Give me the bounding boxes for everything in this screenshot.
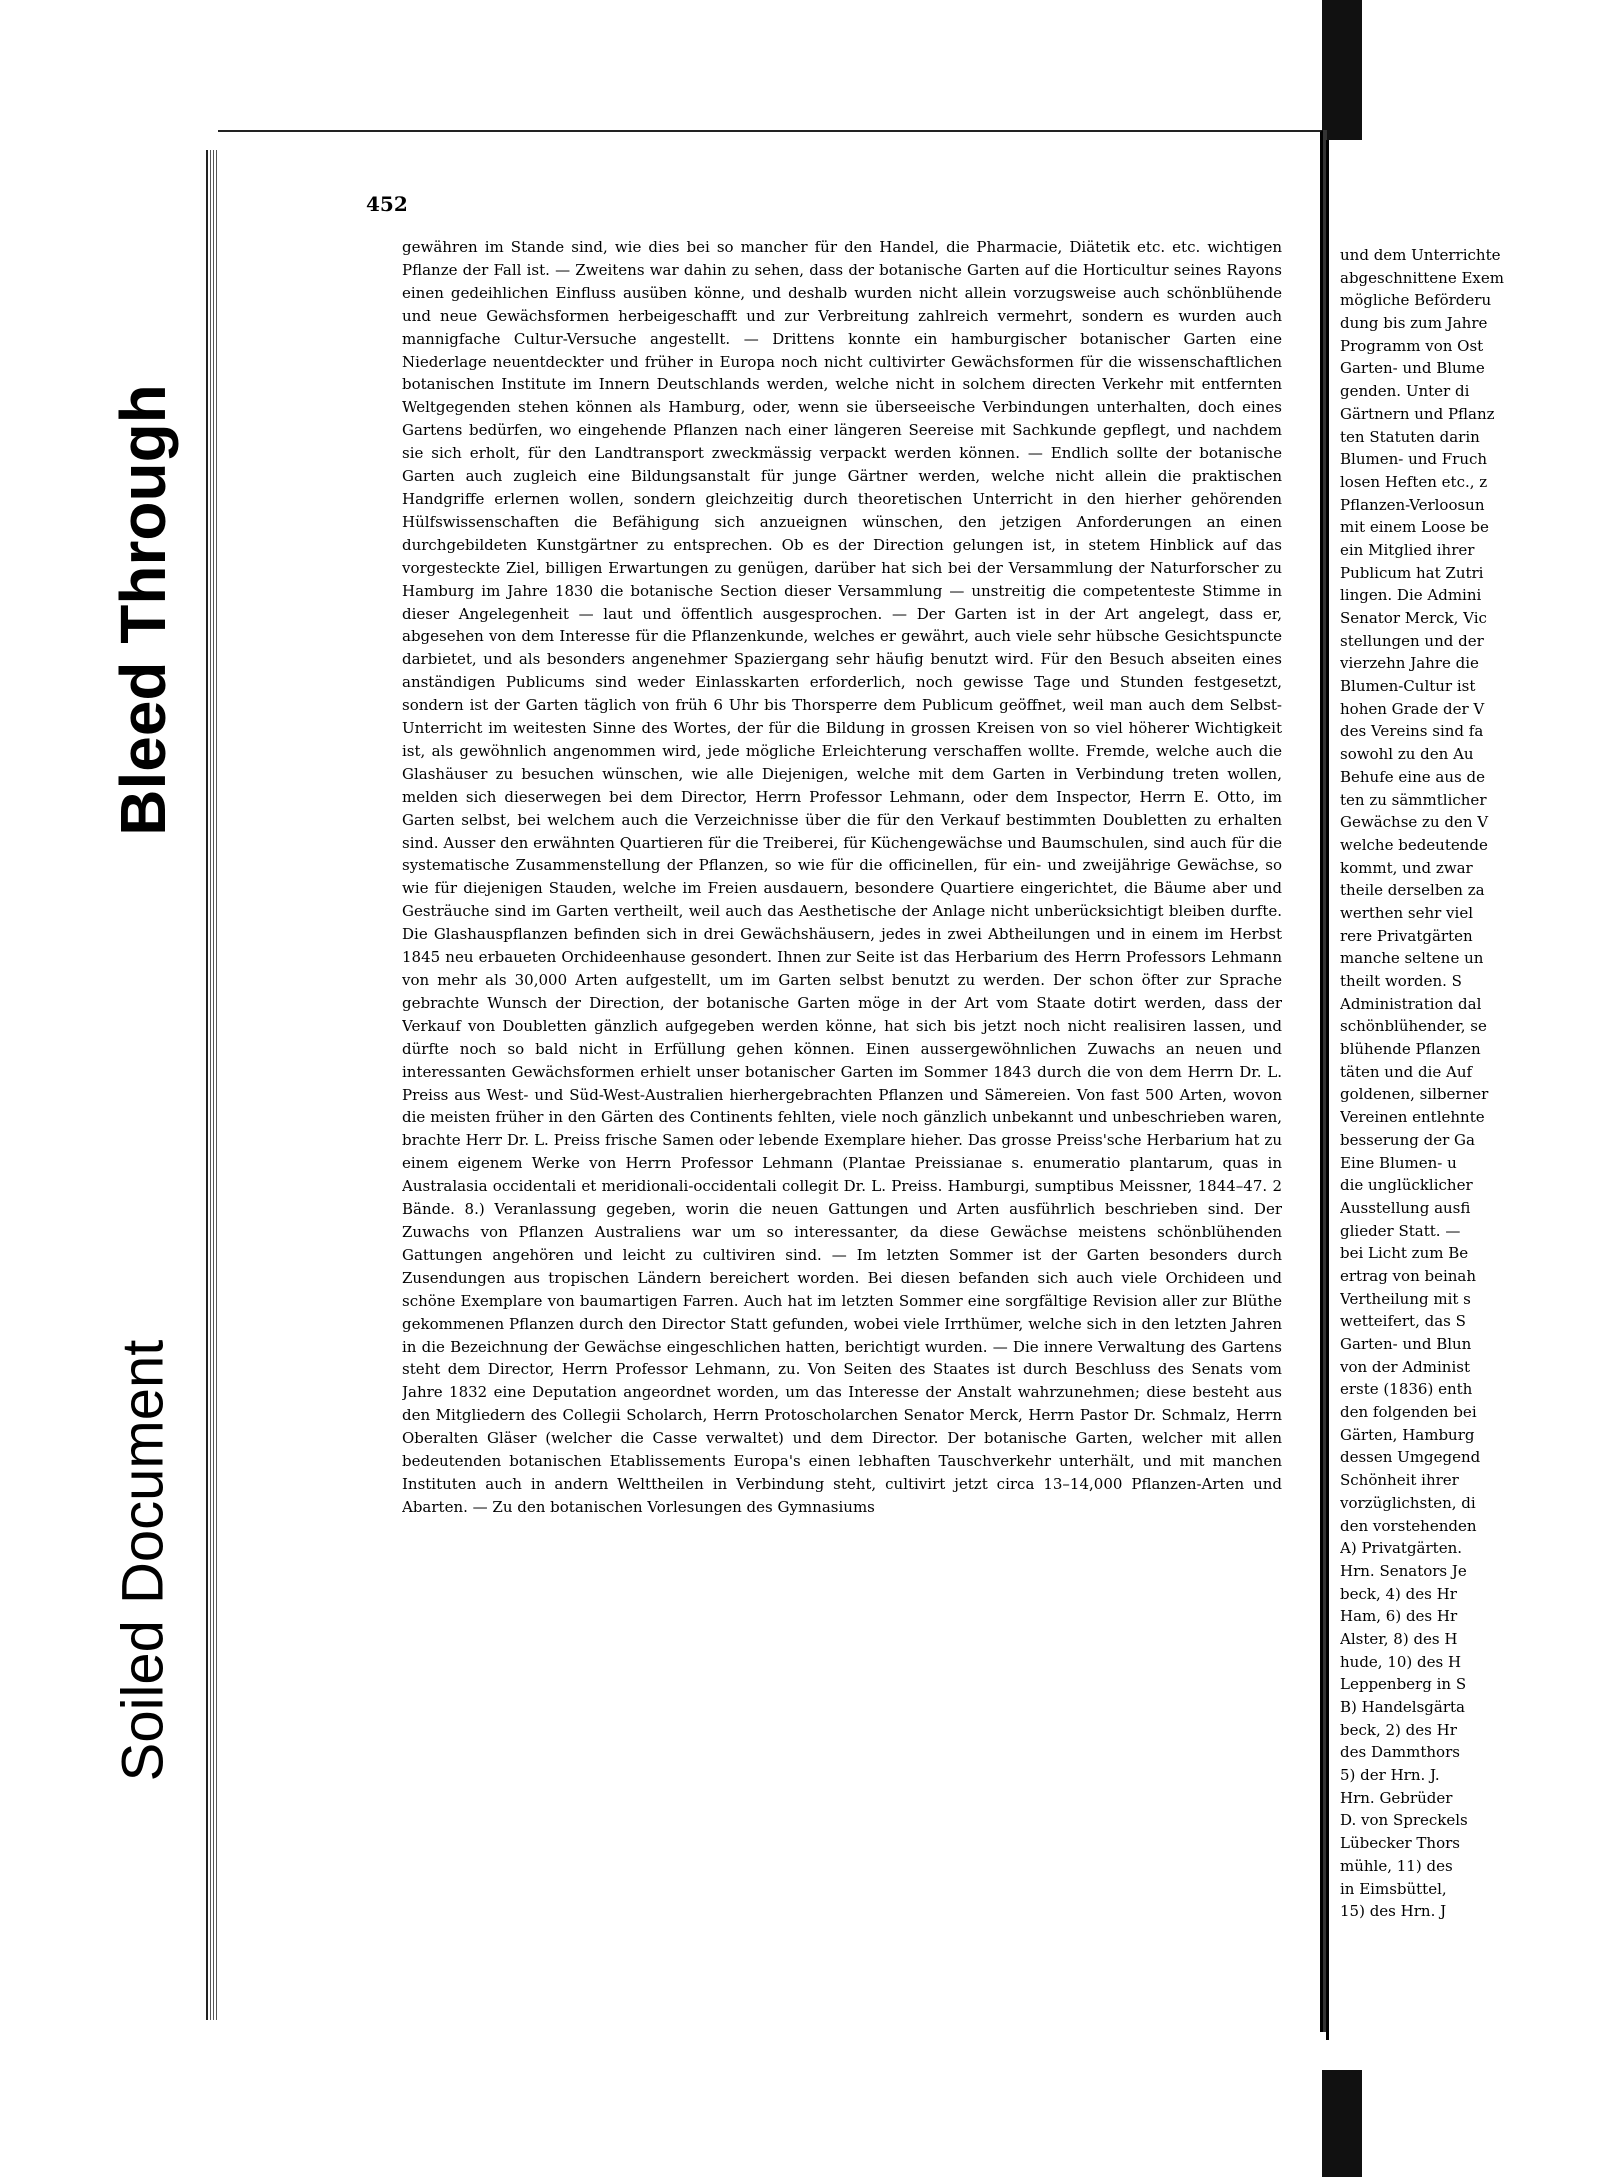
right-page-line: rere Privatgärten: [1340, 926, 1473, 945]
right-page-line: 15) des Hrn. J: [1340, 1902, 1447, 1921]
right-page-line: bei Licht zum Be: [1340, 1244, 1469, 1263]
right-page-line: ertrag von beinah: [1340, 1266, 1477, 1285]
right-page-line: stellungen und der: [1340, 631, 1484, 650]
right-page-line: des Dammthors: [1340, 1743, 1460, 1762]
right-page-line: kommt, und zwar: [1340, 858, 1473, 877]
right-page-line: vierzehn Jahre die: [1340, 654, 1479, 673]
soiled-document-text: Soiled Document: [110, 1339, 176, 1781]
annotation-labels: [78, 330, 208, 1890]
right-page-line: Leppenberg in S: [1340, 1675, 1467, 1694]
right-page-line: mögliche Beförderu: [1340, 291, 1492, 310]
right-page-line: schönblühender, se: [1340, 1017, 1487, 1036]
right-page-line: Ausstellung ausfi: [1340, 1198, 1471, 1217]
right-page-text: [1340, 244, 1600, 2004]
right-page-line: werthen sehr viel: [1340, 903, 1474, 922]
right-page-line: den folgenden bei: [1340, 1403, 1477, 1422]
right-page-line: Publicum hat Zutri: [1340, 563, 1484, 582]
right-page-line: genden. Unter di: [1340, 382, 1470, 401]
right-page-line: manche seltene un: [1340, 949, 1484, 968]
right-page-line: sowohl zu den Au: [1340, 745, 1474, 764]
right-page-line: Programm von Ost: [1340, 336, 1484, 355]
right-page-line: Pflanzen-Verloosun: [1340, 495, 1485, 514]
right-page-line: Ham, 6) des Hr: [1340, 1607, 1458, 1626]
right-page-line: Hrn. Senators Je: [1340, 1561, 1467, 1580]
right-page-line: hude, 10) des H: [1340, 1652, 1462, 1671]
body-text-column: [402, 236, 1282, 2006]
binding-strip-top: [1322, 0, 1362, 150]
right-page-line: Garten- und Blume: [1340, 359, 1485, 378]
right-page-line: Blumen- und Fruch: [1340, 450, 1488, 469]
right-page-line: 5) der Hrn. J.: [1340, 1766, 1440, 1785]
right-page-line: beck, 4) des Hr: [1340, 1584, 1457, 1603]
right-page-line: Hrn. Gebrüder: [1340, 1788, 1453, 1807]
right-page-line: Vertheilung mit s: [1340, 1289, 1471, 1308]
right-page-line: Garten- und Blun: [1340, 1335, 1472, 1353]
right-page-line: Gärtnern und Pflanz: [1340, 404, 1495, 423]
right-page-line: mühle, 11) des: [1340, 1856, 1453, 1875]
right-page-line: vorzüglichsten, di: [1340, 1493, 1476, 1512]
right-page-line: lingen. Die Admini: [1340, 586, 1482, 605]
right-page-line: ein Mitglied ihrer: [1340, 540, 1475, 559]
right-page-line: beck, 2) des Hr: [1340, 1720, 1457, 1739]
right-page-line: und dem Unterrichte: [1340, 246, 1501, 264]
right-page-line: Vereinen entlehnte: [1340, 1108, 1485, 1127]
right-page-line: die unglücklicher: [1340, 1176, 1473, 1195]
right-page-line: Lübecker Thors: [1340, 1834, 1460, 1853]
right-page-line: ten zu sämmtlicher: [1340, 790, 1487, 809]
bleed-through-text: Bleed Through: [107, 384, 179, 836]
right-page-line: des Vereins sind fa: [1340, 722, 1484, 741]
right-page-line: Alster, 8) des H: [1340, 1629, 1458, 1648]
right-page-line: dessen Umgegend: [1340, 1448, 1481, 1467]
right-page-line: hohen Grade der V: [1340, 699, 1485, 718]
right-page-line: in Eimsbüttel,: [1340, 1879, 1447, 1898]
right-page-line: glieder Statt. —: [1340, 1221, 1461, 1240]
right-page-line: Behufe eine aus de: [1340, 767, 1485, 786]
right-page-line: Blumen-Cultur ist: [1340, 677, 1476, 696]
right-page-line: welche bedeutende: [1340, 835, 1488, 854]
right-page-line: abgeschnittene Exem: [1340, 268, 1504, 287]
body-paragraph: gewähren im Stande sind, wie dies bei so mancher für den Handel, die Pharmacie, Diätetik etc. etc. wichtigen Pflanze der Fall ist. — Zweitens war dahin zu sehen, dass der botanische Garten auf die Horticultur seines Rayons einen gedeihlichen Einfluss ausüben könne, und deshalb wurden nicht allein vorzugsweise auch schönblühende und neue Gewächsformen herbeigeschafft und zur Verbreitung zahlreich vermehrt, sondern es wurden auch mannigfache Cultur-Versuche angestellt. — Drittens konnte ein hamburgischer botanischer Garten eine Niederlage neuentdeckter und früher in Europa noch nicht cultivirter Gewächsformen für die wissenschaftlichen botanischen Institute im Innern Deutschlands werden, welche nicht in solchem directen Verkehr mit entfernten Weltgegenden stehen können als Hamburg, oder, wenn sie überseeische Verbindungen unterhalten, doch eines Gartens bedürfen, wo eingehende Pflanzen nach einer längeren Seereise mit Sachkunde gepflegt, und nachdem sie sich erholt, für den Landtransport zweckmässig verpackt werden können. — Endlich sollte der botanische Garten auch zugleich eine Bildungsanstalt für junge Gärtner werden, welche nicht allein die praktischen Handgriffe erlernen wollen, sondern gleichzeitig durch theoretischen Unterricht in den hierher gehörenden Hülfswissenschaften die Befähigung sich anzueignen wünschen, den jetzigen Anforderungen an einen durchgebildeten Kunstgärtner zu entsprechen. Ob es der Direction gelungen ist, in stetem Hinblick auf das vorgesteckte Ziel, billigen Erwartungen zu genügen, darüber hat sich bei der Versammlung der Naturforscher zu Hamburg im Jahre 1830 die botanische Section dieser Versammlung — unstreitig die competenteste Stimme in dieser Angelegenheit — laut und öffentlich ausgesprochen. — Der Garten ist in der Art angelegt, dass er, abgesehen von dem Interesse für die Pflanzenkunde, welches er gewährt, auch viele sehr hübsche Gesichtspuncte darbietet, und als besonders angenehmer Spaziergang sehr häufig benutzt wird. Für den Besuch abseiten eines anständigen Publicums sind weder Einlasskarten erforderlich, noch gewisse Tage und Stunden festgesetzt, sondern ist der Garten täglich von früh 6 Uhr bis Thorsperre dem Publicum geöffnet, weil man auch dem Selbst-Unterricht im weitesten Sinne des Wortes, der für die Bildung in grossen Kreisen von so viel höherer Wichtigkeit ist, als gewöhnlich angenommen wird, jede mögliche Erleichterung verschaffen wollte. Fremde, welche auch die Glashäuser zu besuchen wünschen, wie alle Diejenigen, welche mit dem Garten in Verbindung treten wollen, melden sich dieserwegen bei dem Director, Herrn Professor Lehmann, oder dem Inspector, Herrn E. Otto, im Garten selbst, bei welchem auch die Verzeichnisse über die für den Verkauf bestimmten Doubletten zu erhalten sind. Ausser den erwähnten Quartieren für die Treiberei, für Küchengewächse und Baumschulen, sind auch für die systematische Zusammenstellung der Pflanzen, so wie für die officinellen, für ein- und zweijährige Gewächse, so wie für diejenigen Stauden, welche im Freien ausdauern, besondere Quartiere eingerichtet, die Bäume aber und Gesträuche sind im Garten vertheilt, weil auch das Aesthetische der Anlage nicht unberücksichtigt bleiben durfte. Die Glashauspflanzen befinden sich in drei Gewächshäusern, jedes in zwei Abtheilungen und in einem im Herbst 1845 neu erbaueten Orchideenhause gesondert. Ihnen zur Seite ist das Herbarium des Herrn Professors Lehmann von mehr als 30,000 Arten aufgestellt, um im Garten selbst benutzt zu werden. Der schon öfter zur Sprache gebrachte Wunsch der Direction, der botanische Garten möge in der Art vom Staate dotirt werden, dass der Verkauf von Doubletten gänzlich aufgegeben werden könne, hat sich bis jetzt noch nicht realisiren lassen, und dürfte noch so bald nicht in Erfüllung gehen können. Einen aussergewöhnlichen Zuwachs an neuen und interessanten Gewächsformen erhielt unser botanischer Garten im Sommer 1843 durch die von dem Herrn Dr. L. Preiss aus West- und Süd-West-Australien hierhergebrachten Pflanzen und Sämereien. Von fast 500 Arten, wovon die meisten früher in den Gärten des Continents fehlten, viele noch gänzlich unbekannt und unbeschrieben waren, brachte Herr Dr. L. Preiss frische Samen oder lebende Exemplare hieher. Das grosse Preiss'sche Herbarium hat zu einem eigenem Werke von Herrn Professor Lehmann (Plantae Preissianae s. enumeratio plantarum, quas in Australasia occidentali et meridionali-occidentali collegit Dr. L. Preiss. Hamburgi, sumptibus Meissner, 1844–47. 2 Bände. 8.) Veranlassung gegeben, worin die neuen Gattungen und Arten ausführlich beschrieben sind. Der Zuwachs von Pflanzen Australiens war um so interessanter, da diese Gewächse meistens schönblühenden Gattungen angehören und leicht zu cultiviren sind. — Im letzten Sommer ist der Garten besonders durch Zusendungen aus tropischen Ländern bereichert worden. Bei diesen befanden sich auch viele Orchideen und schöne Exemplare von baumartigen Farren. Auch hat im letzten Sommer eine sorgfältige Revision aller zur Blüthe gekommenen Pflanzen durch den Director Statt gefunden, wobei viele Irrthümer, welche sich in den letzten Jahren in die Bezeichnung der Gewächse eingeschlichen hatten, berichtigt wurden. — Die innere Verwaltung des Gartens steht dem Director, Herrn Professor Lehmann, zu. Von Seiten des Staates ist durch Beschluss des Senats vom Jahre 1832 eine Deputation angeordnet worden, um das Interesse der Anstalt wahrzunehmen; diese besteht aus den Mitgliedern des Collegii Scholarch, Herrn Protoscholarchen Senator Merck, Herrn Pastor Dr. Schmalz, Herrn Oberalten Gläser (welcher die Casse verwaltet) und dem Director. Der botanische Garten, welcher mit allen bedeutenden botanischen Etablissements Europa's einen lebhaften Tauschverkehr unterhält, und mit manchen Instituten auch in andern Welttheilen in Verbindung steht, cultivirt jetzt circa 13–14,000 Pflanzen-Arten und Abarten. — Zu den botanischen Vorlesungen des Gymnasiums: [402, 238, 1282, 1516]
bleed-through-label: [78, 330, 208, 890]
right-page-line: mit einem Loose be: [1340, 518, 1489, 537]
right-page-line: Gärten, Hamburg: [1340, 1425, 1475, 1444]
right-page-line: B) Handelsgärta: [1340, 1698, 1465, 1716]
right-page-line: Senator Merck, Vic: [1340, 609, 1487, 627]
right-page-line: goldenen, silberner: [1340, 1085, 1489, 1104]
right-page-line: besserung der Ga: [1340, 1130, 1475, 1149]
right-page-line: Schönheit ihrer: [1340, 1471, 1459, 1490]
right-page-line: den vorstehenden: [1340, 1516, 1477, 1535]
binding-strip-bottom: [1322, 2070, 1362, 2177]
right-page-line: losen Heften etc., z: [1340, 472, 1488, 491]
right-page-line: erste (1836) enth: [1340, 1380, 1473, 1399]
page-number: 452: [366, 192, 408, 216]
right-page-line: D. von Spreckels: [1340, 1811, 1468, 1830]
soiled-document-label: [78, 1250, 208, 1870]
right-page-line: von der Administ: [1340, 1357, 1470, 1376]
right-page-line: ten Statuten darin: [1340, 427, 1480, 446]
right-page-line: Eine Blumen- u: [1340, 1153, 1457, 1172]
right-page-line: wetteifert, das S: [1340, 1312, 1466, 1331]
right-page-line: Administration dal: [1340, 994, 1482, 1013]
right-page-line: blühende Pflanzen: [1340, 1040, 1481, 1059]
right-page-line: theilt worden. S: [1340, 972, 1462, 990]
right-page-line: Gewächse zu den V: [1340, 813, 1489, 832]
right-page-line: theile derselben za: [1340, 881, 1485, 900]
right-page-line: täten und die Auf: [1340, 1062, 1473, 1081]
right-page-line: dung bis zum Jahre: [1340, 314, 1488, 333]
right-page-line: A) Privatgärten.: [1340, 1539, 1463, 1558]
